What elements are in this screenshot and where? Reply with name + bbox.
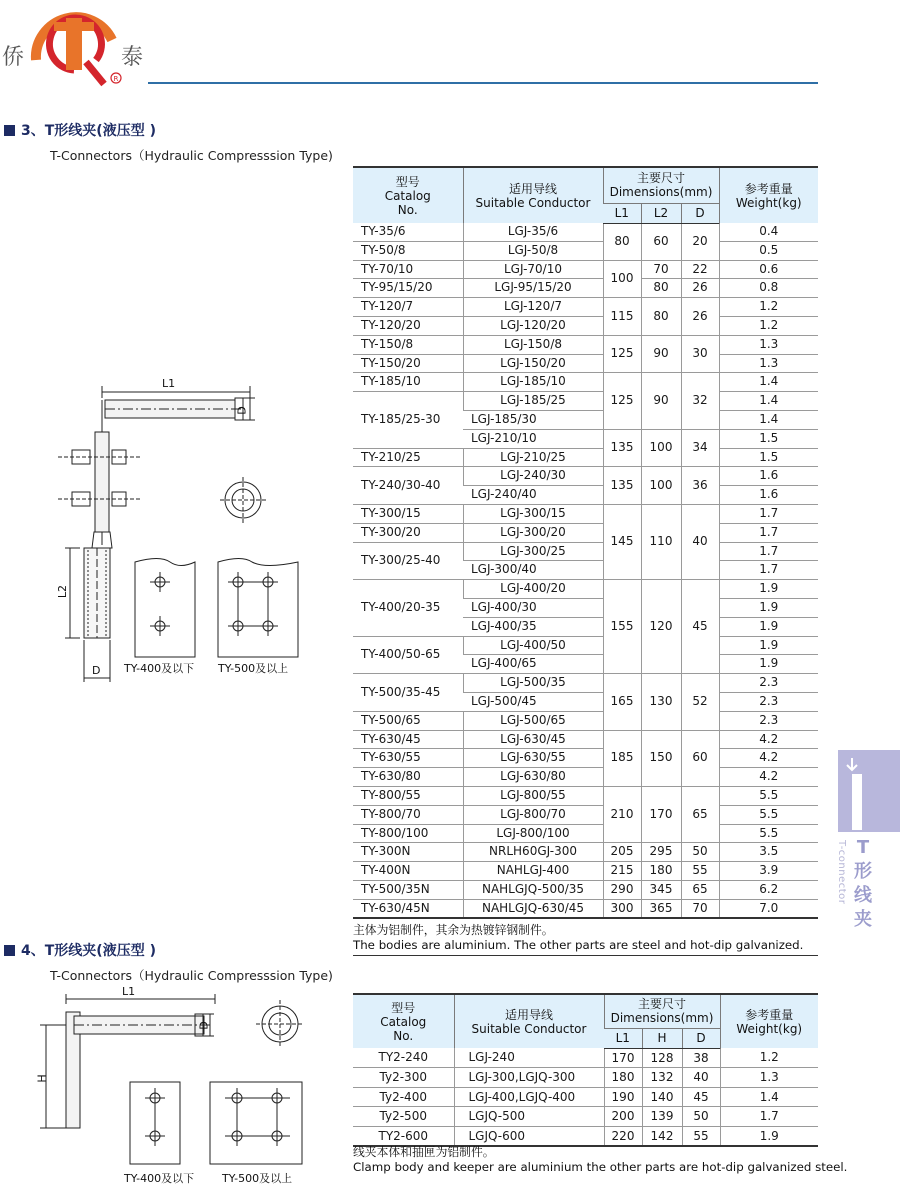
conductor-cell: LGJQ-600 — [454, 1126, 604, 1146]
side-tab — [838, 750, 900, 832]
weight-cell: 1.6 — [719, 467, 818, 486]
conductor-cell: LGJ-240/30 — [463, 467, 603, 486]
catalog-cell: TY2-240 — [378, 1050, 429, 1065]
l2-cell: 110 — [641, 504, 681, 579]
col-conductor-header — [463, 167, 603, 223]
catalog-cell: TY-800/55 — [353, 786, 463, 805]
l2-cell: 345 — [641, 880, 681, 899]
conductor-cell: LGJ-185/25 — [463, 392, 603, 411]
l1-cell: 135 — [603, 467, 641, 505]
table-row — [353, 636, 818, 655]
weight-cell: 0.5 — [719, 241, 818, 260]
weight-cell: 0.8 — [719, 279, 818, 298]
section4-dim-d: D — [197, 1021, 211, 1030]
section4-drawing — [30, 990, 330, 1180]
d-cell: 32 — [681, 373, 719, 429]
l2-cell: 120 — [641, 580, 681, 674]
table-row — [353, 335, 818, 354]
table-row — [353, 880, 818, 899]
d-cell: 40 — [682, 1068, 720, 1088]
weight-cell: 5.5 — [719, 824, 818, 843]
l1-cell: 125 — [603, 373, 641, 429]
table-row — [353, 241, 818, 260]
weight-en: Weight(kg) — [735, 195, 802, 210]
weight-cell: 2.3 — [719, 674, 818, 693]
col-weight-header — [719, 167, 818, 223]
weight-cell: 1.5 — [719, 448, 818, 467]
catalog-cell: TY2-600 — [353, 1126, 454, 1146]
l1-cell: 185 — [603, 730, 641, 786]
logo — [0, 0, 150, 90]
table-row — [353, 899, 818, 918]
catalog-cell: TY-300/15 — [353, 504, 463, 523]
conductor-en: Suitable Conductor — [475, 195, 591, 210]
table-row — [353, 768, 818, 787]
weight-cell: 1.4 — [719, 373, 818, 392]
conductor-cn: 适用导线 — [504, 1007, 553, 1022]
catalog-cell: TY-120/20 — [353, 316, 463, 335]
d-cell: 34 — [681, 429, 719, 467]
l2-cell: 100 — [641, 467, 681, 505]
table-row — [353, 354, 818, 373]
weight-cell: 1.2 — [720, 1048, 818, 1068]
col-conductor-header — [454, 994, 604, 1048]
catalog-cell: TY-150/20 — [353, 354, 463, 373]
d-cell: 70 — [681, 899, 719, 918]
catalog-cn: 型号 — [391, 1000, 416, 1015]
l1-cell: 300 — [603, 899, 641, 918]
catalog-cn: 型号 — [395, 174, 420, 189]
d-cell: 65 — [681, 880, 719, 899]
weight-cell: 4.2 — [719, 730, 818, 749]
weight-cell: 1.4 — [719, 410, 818, 429]
conductor-cell: LGJ-300/25 — [463, 542, 603, 561]
weight-cell: 1.9 — [719, 598, 818, 617]
table-row — [353, 316, 818, 335]
catalog-en: Catalog — [384, 188, 431, 203]
table-row — [353, 373, 818, 392]
catalog-en: Catalog — [380, 1014, 427, 1029]
conductor-cell: LGJ-150/8 — [463, 335, 603, 354]
weight-cell: 1.3 — [719, 354, 818, 373]
catalog-cell: TY-210/25 — [353, 448, 463, 467]
side-tab-en: T-connector — [836, 840, 847, 905]
catalog-no: No. — [397, 202, 418, 217]
weight-cell: 1.5 — [719, 429, 818, 448]
col-d-header: D — [682, 1028, 720, 1048]
h-cell: 128 — [642, 1048, 682, 1068]
d-cell: 30 — [681, 335, 719, 373]
d-cell: 50 — [682, 1107, 720, 1127]
conductor-cell: LGJ-70/10 — [463, 260, 603, 279]
catalog-cell: TY-185/10 — [353, 373, 463, 392]
l2-cell: 365 — [641, 899, 681, 918]
col-dims-header — [604, 994, 720, 1028]
conductor-cell: LGJ-210/25 — [463, 448, 603, 467]
conductor-cell: LGJ-240 — [454, 1048, 604, 1068]
d-cell: 36 — [681, 467, 719, 505]
section3-dim-l2: L2 — [56, 584, 70, 599]
l1-cell: 165 — [603, 674, 641, 730]
conductor-cell: NAHLGJQ-630/45 — [463, 899, 603, 918]
table-row — [353, 805, 818, 824]
weight-en: Weight(kg) — [736, 1021, 803, 1036]
weight-cell: 2.3 — [719, 692, 818, 711]
l2-cell: 130 — [641, 674, 681, 730]
table-row — [353, 580, 818, 599]
table-row — [353, 711, 818, 730]
weight-cell: 3.9 — [719, 862, 818, 881]
brand-right-char: 泰 — [121, 45, 144, 70]
catalog-cell: TY-300/20 — [353, 523, 463, 542]
svg-text:R: R — [113, 75, 119, 83]
l2-cell: 180 — [641, 862, 681, 881]
weight-cell: 4.2 — [719, 768, 818, 787]
col-catalog-header — [353, 167, 463, 223]
table-row — [353, 1087, 818, 1107]
conductor-cn: 适用导线 — [508, 181, 557, 196]
conductor-cell: NRLH60GJ-300 — [463, 843, 603, 862]
conductor-cell: LGJ-400/20 — [463, 580, 603, 599]
conductor-cell: NAHLGJ-400 — [463, 862, 603, 881]
table-row — [353, 392, 818, 411]
conductor-cell: LGJ-400/50 — [463, 636, 603, 655]
section3-dim-d-right: D — [235, 406, 249, 415]
d-cell: 38 — [682, 1048, 720, 1068]
weight-cn: 参考重量 — [744, 181, 793, 196]
col-l2-header: L2 — [641, 203, 681, 223]
table-row — [353, 1107, 818, 1127]
weight-cell: 1.3 — [720, 1068, 818, 1088]
conductor-cell: LGJ-95/15/20 — [463, 279, 603, 298]
section4-spec-table — [353, 993, 818, 1147]
conductor-cell: LGJ-800/55 — [463, 786, 603, 805]
l1-cell: 205 — [603, 843, 641, 862]
weight-cell: 1.9 — [719, 636, 818, 655]
section3-dim-d-bottom: D — [92, 664, 101, 677]
col-catalog-header — [353, 994, 454, 1048]
table-row — [353, 1068, 818, 1088]
l2-cell: 100 — [641, 429, 681, 467]
l1-cell: 100 — [603, 260, 641, 298]
l1-cell: 125 — [603, 335, 641, 373]
table-row — [353, 824, 818, 843]
section3-title — [4, 120, 156, 140]
l1-cell: 215 — [603, 862, 641, 881]
section3-divider — [353, 955, 818, 956]
col-l1-header: L1 — [604, 1028, 642, 1048]
conductor-cell: LGJ-210/10 — [463, 429, 603, 448]
conductor-cell: LGJ-300,LGJQ-300 — [454, 1068, 604, 1088]
table-row — [353, 1048, 818, 1068]
catalog-cell: TY-500/65 — [353, 711, 463, 730]
section3-drawing — [50, 370, 350, 690]
l1-cell: 220 — [604, 1126, 642, 1146]
l2-cell: 90 — [641, 373, 681, 429]
h-cell: 140 — [642, 1087, 682, 1107]
d-cell: 55 — [682, 1126, 720, 1146]
section3-fig-label-small: TY-400及以下 — [124, 662, 195, 675]
l1-cell: 210 — [603, 786, 641, 842]
section4-fig-label-large: TY-500及以上 — [222, 1172, 293, 1185]
catalog-cell: Ty2-500 — [353, 1107, 454, 1127]
conductor-cell: LGJ-300/20 — [463, 523, 603, 542]
side-tab-icon — [838, 750, 900, 832]
catalog-cell: TY-400/20-35 — [353, 580, 463, 636]
conductor-cell: LGJ-500/35 — [463, 674, 603, 693]
conductor-cell: LGJ-630/80 — [463, 768, 603, 787]
catalog-cell: Ty2-400 — [353, 1087, 454, 1107]
catalog-no: No. — [393, 1028, 414, 1043]
d-cell: 55 — [681, 862, 719, 881]
conductor-cell: LGJ-120/7 — [463, 298, 603, 317]
col-d-header: D — [681, 203, 719, 223]
d-cell: 50 — [681, 843, 719, 862]
conductor-cell: LGJ-185/10 — [463, 373, 603, 392]
section3-dim-l1: L1 — [162, 377, 176, 390]
table-row — [353, 862, 818, 881]
d-cell: 65 — [681, 786, 719, 842]
l2-cell: 295 — [641, 843, 681, 862]
d-cell: 45 — [682, 1087, 720, 1107]
brand-left-char: 侨 — [2, 45, 25, 70]
table-row — [353, 467, 818, 486]
section4-dim-h: H — [35, 1074, 49, 1083]
weight-cell: 3.5 — [719, 843, 818, 862]
weight-cell: 5.5 — [719, 805, 818, 824]
catalog-cell: TY-35/6 — [361, 224, 406, 238]
conductor-cell: LGJ-185/30 — [463, 410, 603, 429]
conductor-cell: LGJ-400/35 — [463, 617, 603, 636]
dims-cn: 主要尺寸 — [636, 171, 685, 186]
section3-title-text: 3、T形线夹(液压型 ) — [21, 123, 156, 139]
logo-emblem — [24, 0, 124, 90]
conductor-cell: LGJ-300/40 — [463, 561, 603, 580]
weight-cell: 1.7 — [719, 523, 818, 542]
section3-subtitle: T-Connectors（Hydraulic Compresssion Type) — [50, 148, 333, 163]
l1-cell: 115 — [603, 298, 641, 336]
weight-cell: 1.4 — [720, 1087, 818, 1107]
weight-cell: 1.9 — [720, 1126, 818, 1146]
l2-cell: 70 — [641, 260, 681, 279]
l1-cell: 155 — [603, 580, 641, 674]
table-row — [353, 504, 818, 523]
l1-cell: 145 — [603, 504, 641, 579]
weight-cell: 0.6 — [719, 260, 818, 279]
weight-cell: 1.9 — [719, 655, 818, 674]
weight-cell: 1.7 — [720, 1107, 818, 1127]
d-cell: 26 — [681, 298, 719, 336]
weight-cell: 0.4 — [719, 223, 818, 241]
conductor-cell: LGJ-800/100 — [463, 824, 603, 843]
dims-cn: 主要尺寸 — [637, 997, 686, 1012]
catalog-cell: TY-150/8 — [353, 335, 463, 354]
catalog-cell: TY-185/25-30 — [353, 392, 463, 448]
conductor-cell: NAHLGJQ-500/35 — [463, 880, 603, 899]
weight-cell: 7.0 — [719, 899, 818, 918]
conductor-cell: LGJ-35/6 — [463, 223, 603, 241]
table-row — [353, 260, 818, 279]
h-cell: 139 — [642, 1107, 682, 1127]
weight-cell: 5.5 — [719, 786, 818, 805]
section3-spec-table — [353, 166, 818, 919]
weight-cell: 1.4 — [719, 392, 818, 411]
table-row — [353, 786, 818, 805]
table-row — [353, 223, 818, 241]
table-row — [353, 523, 818, 542]
catalog-cell: TY-630/45N — [353, 899, 463, 918]
section4-note-en: Clamp body and keeper are aluminium the other parts are hot-dip galvanized steel. — [353, 1160, 848, 1174]
conductor-cell: LGJ-240/40 — [463, 486, 603, 505]
weight-cell: 1.9 — [719, 580, 818, 599]
weight-cell: 1.3 — [719, 335, 818, 354]
weight-cell: 2.3 — [719, 711, 818, 730]
conductor-cell: LGJ-50/8 — [463, 241, 603, 260]
conductor-cell: LGJ-400/65 — [463, 655, 603, 674]
dims-en: Dimensions(mm) — [610, 1011, 714, 1026]
catalog-cell: TY-400N — [353, 862, 463, 881]
weight-cell: 1.7 — [719, 561, 818, 580]
weight-cell: 6.2 — [719, 880, 818, 899]
section4-subtitle: T-Connectors（Hydraulic Compresssion Type) — [50, 968, 333, 983]
conductor-cell: LGJ-800/70 — [463, 805, 603, 824]
h-cell: 132 — [642, 1068, 682, 1088]
section4-dim-l1: L1 — [122, 985, 136, 998]
side-tab-cn: T形线夹 — [854, 837, 872, 930]
catalog-cell: TY-500/35N — [353, 880, 463, 899]
l2-cell: 150 — [641, 730, 681, 786]
section4-note-cn: 线夹本体和抽匣为铝制件。 — [353, 1145, 495, 1159]
conductor-cell: LGJ-150/20 — [463, 354, 603, 373]
table-row — [353, 298, 818, 317]
conductor-cell: LGJ-500/65 — [463, 711, 603, 730]
l1-cell: 180 — [604, 1068, 642, 1088]
section3-note-en: The bodies are aluminium. The other parts are steel and hot-dip galvanized. — [353, 938, 804, 952]
catalog-cell: Ty2-300 — [353, 1068, 454, 1088]
l1-cell: 290 — [603, 880, 641, 899]
conductor-cell: LGJ-300/15 — [463, 504, 603, 523]
table-row — [353, 674, 818, 693]
conductor-cell: LGJ-630/45 — [463, 730, 603, 749]
weight-cell: 4.2 — [719, 749, 818, 768]
d-cell: 22 — [681, 260, 719, 279]
d-cell: 52 — [681, 674, 719, 730]
col-h-header: H — [642, 1028, 682, 1048]
d-cell: 60 — [681, 730, 719, 786]
section3-note-cn: 主体为铝制件，其余为热镀锌钢制件。 — [353, 923, 554, 937]
d-cell: 20 — [681, 223, 719, 260]
table-row — [353, 843, 818, 862]
table-row — [353, 730, 818, 749]
l1-cell: 80 — [603, 223, 641, 260]
l1-cell: 190 — [604, 1087, 642, 1107]
conductor-cell: LGJ-400/30 — [463, 598, 603, 617]
table-row — [353, 749, 818, 768]
section-bullet-icon — [4, 945, 15, 956]
catalog-cell: TY-300N — [353, 843, 463, 862]
l1-cell: 170 — [604, 1048, 642, 1068]
catalog-cell: TY-70/10 — [353, 260, 463, 279]
conductor-cell: LGJ-400,LGJQ-400 — [454, 1087, 604, 1107]
l1-cell: 135 — [603, 429, 641, 467]
d-cell: 40 — [681, 504, 719, 579]
table-row — [353, 1126, 818, 1146]
catalog-cell: TY-95/15/20 — [353, 279, 463, 298]
l2-cell: 170 — [641, 786, 681, 842]
section4-fig-label-small: TY-400及以下 — [124, 1172, 195, 1185]
catalog-cell: TY-630/80 — [353, 768, 463, 787]
catalog-cell: TY-630/45 — [353, 730, 463, 749]
h-cell: 142 — [642, 1126, 682, 1146]
weight-cn: 参考重量 — [745, 1007, 794, 1022]
col-l1-header: L1 — [603, 203, 641, 223]
weight-cell: 1.7 — [719, 542, 818, 561]
conductor-cell: LGJ-630/55 — [463, 749, 603, 768]
section-bullet-icon — [4, 125, 15, 136]
catalog-cell: TY-120/7 — [353, 298, 463, 317]
weight-cell: 1.6 — [719, 486, 818, 505]
l1-cell: 200 — [604, 1107, 642, 1127]
catalog-cell: TY-240/30-40 — [353, 467, 463, 505]
conductor-cell: LGJ-120/20 — [463, 316, 603, 335]
catalog-cell: TY-400/50-65 — [353, 636, 463, 674]
catalog-cell: TY-800/100 — [353, 824, 463, 843]
table-row — [353, 279, 818, 298]
table-row — [353, 542, 818, 561]
d-cell: 26 — [681, 279, 719, 298]
weight-cell: 1.2 — [719, 298, 818, 317]
conductor-en: Suitable Conductor — [471, 1021, 587, 1036]
table-row — [353, 448, 818, 467]
weight-cell: 1.9 — [719, 617, 818, 636]
section4-title — [4, 940, 156, 960]
l2-cell: 60 — [641, 223, 681, 260]
catalog-cell: TY-50/8 — [353, 241, 463, 260]
section3-fig-label-large: TY-500及以上 — [218, 662, 289, 675]
l2-cell: 80 — [641, 279, 681, 298]
l2-cell: 80 — [641, 298, 681, 336]
catalog-cell: TY-500/35-45 — [353, 674, 463, 712]
catalog-cell: TY-800/70 — [353, 805, 463, 824]
header-rule — [148, 82, 818, 84]
d-cell: 45 — [681, 580, 719, 674]
conductor-cell: LGJ-500/45 — [463, 692, 603, 711]
section4-title-text: 4、T形线夹(液压型 ) — [21, 943, 156, 959]
col-weight-header — [720, 994, 818, 1048]
dims-en: Dimensions(mm) — [609, 185, 713, 200]
col-dims-header — [603, 167, 719, 203]
conductor-cell: LGJQ-500 — [454, 1107, 604, 1127]
weight-cell: 1.2 — [719, 316, 818, 335]
catalog-cell: TY-630/55 — [353, 749, 463, 768]
catalog-cell: TY-300/25-40 — [353, 542, 463, 580]
weight-cell: 1.7 — [719, 504, 818, 523]
l2-cell: 90 — [641, 335, 681, 373]
